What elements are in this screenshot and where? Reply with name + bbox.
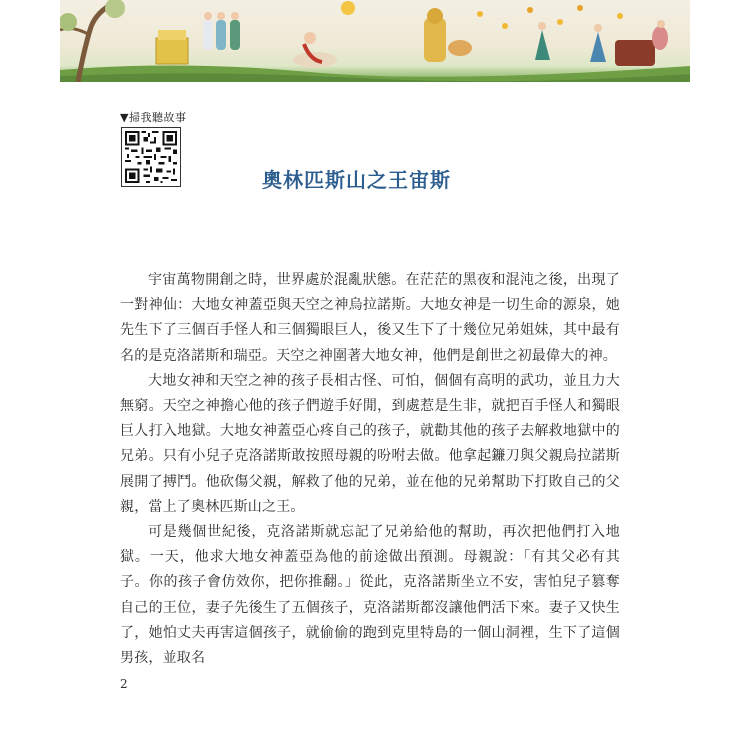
story-body	[120, 268, 620, 671]
header-illustration	[60, 0, 690, 82]
page-number: 2	[120, 677, 128, 691]
paragraph-2: 大地女神和天空之神的孩子長相古怪、可怕，個個有高明的武功，並且力大無窮。天空之神擔心他的孩子們遊手好閒，到處惹是生非，就把百手怪人和獨眼巨人打入地獄。大地女神蓋亞心疼自己的孩子，就勸其他的孩子去解救地獄中的兄弟。只有小兒子克洛諾斯敢按照母親的吩咐去做。他拿起鐮刀與父親烏拉諾斯展開了搏鬥。他砍傷父親，解救了他的兄弟，並在他的兄弟幫助下打敗自己的父親，當上了奧林匹斯山之王。	[120, 372, 620, 515]
qr-code-icon	[125, 131, 177, 183]
chapter-title: 奧林匹斯山之王宙斯	[262, 168, 451, 192]
qr-caption: ▼掃我聽故事	[120, 111, 187, 124]
paragraph-3: 可是幾個世紀後，克洛諾斯就忘記了兄弟給他的幫助，再次把他們打入地獄。一天，他求大地女神蓋亞為他的前途做出預測。母親說：「有其父必有其子。你的孩子會仿效你，把你推翻。」從此，克洛諾斯坐立不安，害怕兒子篡奪自己的王位，妻子先後生了五個孩子，克洛諾斯都沒讓他們活下來。妻子又快生了，她怕丈夫再害這個孩子，就偷偷的跑到克里特島的一個山洞裡，生下了這個男孩，並取名	[120, 524, 620, 667]
qr-code[interactable]	[121, 127, 181, 187]
mythology-scene-illustration	[60, 0, 690, 82]
paragraph-1: 宇宙萬物開創之時，世界處於混亂狀態。在茫茫的黑夜和混沌之後，出現了一對神仙：大地女神蓋亞與天空之神烏拉諾斯。大地女神是一切生命的源泉，她先生下了三個百手怪人和三個獨眼巨人，後又生下了十幾位兄弟姐妹，其中最有名的是克洛諾斯和瑞亞。天空之神圍著大地女神，他們是創世之初最偉大的神。	[120, 272, 620, 364]
